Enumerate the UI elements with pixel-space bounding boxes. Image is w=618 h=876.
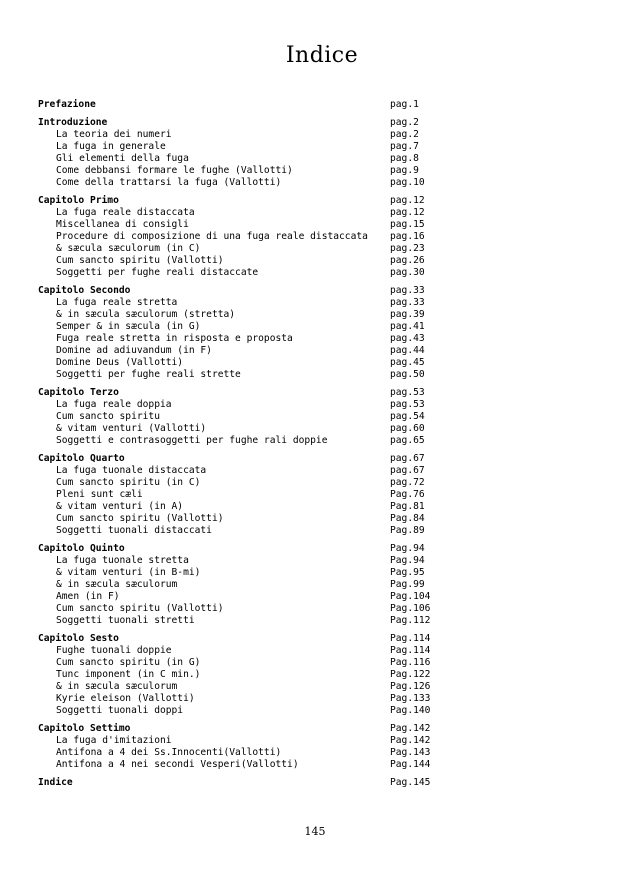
toc-entry-page: pag.54 [390, 411, 425, 422]
toc-entry-page: pag.50 [390, 369, 425, 380]
page-title: Indice [285, 43, 359, 68]
toc-heading [38, 99, 438, 111]
toc-entry-page: pag.60 [390, 423, 425, 434]
toc-heading-page: pag.33 [390, 285, 425, 296]
toc-entry-page: pag.26 [390, 255, 425, 266]
toc-entry-page: Pag.81 [390, 501, 425, 512]
toc-heading-page: pag.67 [390, 453, 425, 464]
toc-entry-title: & sæcula sæculorum (in C) [56, 243, 201, 254]
toc-entry [38, 309, 438, 321]
toc-entry-title: La fuga tuonale stretta [56, 555, 189, 566]
toc-entry-page: pag.30 [390, 267, 425, 278]
toc-entry-title: Kyrie eleison (Vallotti) [56, 693, 195, 704]
toc-heading [38, 543, 438, 555]
toc-section [38, 195, 438, 279]
toc-heading-title: Capitolo Primo [38, 195, 119, 206]
toc-entry [38, 231, 438, 243]
toc-heading-title: Indice [38, 777, 73, 788]
toc-entry [38, 705, 438, 717]
toc-entry [38, 513, 438, 525]
toc-entry-title: Soggetti tuonali stretti [56, 615, 195, 626]
toc-heading-page: pag.12 [390, 195, 425, 206]
toc-entry-page: pag.53 [390, 399, 425, 410]
toc-entry-title: Domine ad adiuvandum (in F) [56, 345, 212, 356]
toc-section [38, 777, 438, 789]
toc-entry-title: Gli elementi della fuga [56, 153, 189, 164]
toc-entry [38, 399, 438, 411]
toc-entry-title: La fuga reale distaccata [56, 207, 195, 218]
toc-entry-title: Soggetti per fughe reali distaccate [56, 267, 259, 278]
toc-heading-page: Pag.114 [390, 633, 431, 644]
toc-entry-title: La fuga d'imitazioni [56, 735, 172, 746]
toc-section [38, 99, 438, 111]
toc-entry-title: Cum sancto spiritu (in G) [56, 657, 201, 668]
toc-entry [38, 759, 438, 771]
toc-entry-page: Pag.99 [390, 579, 425, 590]
toc-entry-page: pag.41 [390, 321, 425, 332]
toc-heading-page: Pag.94 [390, 543, 425, 554]
toc-entry [38, 669, 438, 681]
toc-entry [38, 129, 438, 141]
toc-entry [38, 321, 438, 333]
toc-entry [38, 333, 438, 345]
toc-entry-title: La fuga tuonale distaccata [56, 465, 207, 476]
toc-entry-page: Pag.126 [390, 681, 431, 692]
toc-entry-title: Semper & in sæcula (in G) [56, 321, 201, 332]
toc-entry-page: Pag.112 [390, 615, 431, 626]
toc-entry-title: & in sæcula sæculorum [56, 681, 178, 692]
toc-entry-page: pag.67 [390, 465, 425, 476]
toc-entry-title: Cum sancto spiritu [56, 411, 160, 422]
toc-entry-page: Pag.106 [390, 603, 431, 614]
toc-entry-page: Pag.95 [390, 567, 425, 578]
toc-entry [38, 615, 438, 627]
toc-heading-title: Capitolo Quarto [38, 453, 125, 464]
toc-entry-title: Amen (in F) [56, 591, 120, 602]
toc-entry [38, 165, 438, 177]
toc-entry-page: pag.45 [390, 357, 425, 368]
toc-entry-page: pag.72 [390, 477, 425, 488]
toc-entry-page: pag.23 [390, 243, 425, 254]
toc-heading-page: pag.1 [390, 99, 419, 110]
toc-entry-title: & in sæcula sæculorum [56, 579, 178, 590]
toc-entry [38, 477, 438, 489]
toc-heading-page: pag.53 [390, 387, 425, 398]
toc-entry [38, 555, 438, 567]
toc-entry [38, 489, 438, 501]
toc-entry [38, 357, 438, 369]
toc-entry [38, 567, 438, 579]
toc-entry-title: & in sæcula sæculorum (stretta) [56, 309, 236, 320]
toc-heading-page: Pag.142 [390, 723, 431, 734]
toc-heading-title: Prefazione [38, 99, 96, 110]
toc-heading [38, 285, 438, 297]
toc-entry-title: Cum sancto spiritu (Vallotti) [56, 513, 224, 524]
toc-entry-title: Domine Deus (Vallotti) [56, 357, 184, 368]
toc-entry-page: pag.43 [390, 333, 425, 344]
toc-entry-page: Pag.116 [390, 657, 431, 668]
toc-section [38, 117, 438, 189]
toc-entry-title: Cum sancto spiritu (Vallotti) [56, 255, 224, 266]
toc-entry-title: & vitam venturi (Vallotti) [56, 423, 207, 434]
toc-section [38, 387, 438, 447]
toc-entry-title: & vitam venturi (in A) [56, 501, 184, 512]
toc-entry [38, 681, 438, 693]
toc-entry [38, 693, 438, 705]
toc-entry-page: pag.8 [390, 153, 419, 164]
toc-entry-page: Pag.143 [390, 747, 431, 758]
toc-entry-title: Antifona a 4 dei Ss.Innocenti(Vallotti) [56, 747, 282, 758]
toc-section [38, 285, 438, 381]
toc-section [38, 543, 438, 627]
toc-heading [38, 195, 438, 207]
toc-entry [38, 603, 438, 615]
toc-entry [38, 657, 438, 669]
toc-entry-page: pag.2 [390, 129, 419, 140]
toc-entry [38, 735, 438, 747]
toc-heading-page: Pag.145 [390, 777, 431, 788]
toc-entry [38, 153, 438, 165]
toc-entry-title: Fuga reale stretta in risposta e proposta [56, 333, 293, 344]
toc-entry-page: Pag.140 [390, 705, 431, 716]
toc-entry-title: Cum sancto spiritu (in C) [56, 477, 201, 488]
toc-entry-title: La fuga reale doppia [56, 399, 172, 410]
toc-section [38, 723, 438, 771]
toc-entry-page: pag.16 [390, 231, 425, 242]
toc-entry [38, 177, 438, 189]
toc-entry-page: Pag.114 [390, 645, 431, 656]
toc-entry-page: Pag.122 [390, 669, 431, 680]
toc-entry [38, 591, 438, 603]
toc-entry-title: Cum sancto spiritu (Vallotti) [56, 603, 224, 614]
toc-entry-title: La fuga in generale [56, 141, 166, 152]
toc-entry [38, 255, 438, 267]
toc-entry-title: Antifona a 4 nei secondi Vesperi(Vallotti) [56, 759, 299, 770]
toc-heading-title: Capitolo Secondo [38, 285, 131, 296]
toc-entry-title: Miscellanea di consigli [56, 219, 189, 230]
toc-entry [38, 423, 438, 435]
toc-heading-title: Capitolo Quinto [38, 543, 125, 554]
toc-heading-page: pag.2 [390, 117, 419, 128]
toc-entry-page: Pag.144 [390, 759, 431, 770]
toc-entry [38, 435, 438, 447]
table-of-contents [38, 99, 438, 795]
toc-entry-title: La teoria dei numeri [56, 129, 172, 140]
toc-entry-page: Pag.76 [390, 489, 425, 500]
toc-heading [38, 453, 438, 465]
toc-entry-title: Pleni sunt cæli [56, 489, 143, 500]
toc-heading-title: Introduzione [38, 117, 108, 128]
toc-entry [38, 747, 438, 759]
toc-entry [38, 243, 438, 255]
toc-entry-title: Come della trattarsi la fuga (Vallotti) [56, 177, 282, 188]
toc-entry-page: pag.9 [390, 165, 419, 176]
toc-entry-title: Come debbansi formare le fughe (Vallotti) [56, 165, 293, 176]
toc-entry-title: Procedure di composizione di una fuga reale distaccata [56, 231, 368, 242]
toc-entry-page: Pag.142 [390, 735, 431, 746]
toc-entry [38, 267, 438, 279]
toc-entry-title: Soggetti tuonali distaccati [56, 525, 212, 536]
toc-heading [38, 723, 438, 735]
toc-entry-page: pag.12 [390, 207, 425, 218]
toc-heading [38, 777, 438, 789]
toc-section [38, 633, 438, 717]
toc-entry [38, 525, 438, 537]
toc-entry-page: pag.44 [390, 345, 425, 356]
toc-entry [38, 465, 438, 477]
toc-entry [38, 579, 438, 591]
toc-entry [38, 345, 438, 357]
toc-entry [38, 141, 438, 153]
toc-entry-page: pag.7 [390, 141, 419, 152]
toc-section [38, 453, 438, 537]
toc-heading [38, 387, 438, 399]
toc-entry-page: pag.65 [390, 435, 425, 446]
toc-entry-title: La fuga reale stretta [56, 297, 178, 308]
toc-entry-page: pag.39 [390, 309, 425, 320]
toc-entry-title: Soggetti e contrasoggetti per fughe rali doppie [56, 435, 328, 446]
toc-heading [38, 633, 438, 645]
toc-entry [38, 411, 438, 423]
toc-heading-title: Capitolo Terzo [38, 387, 119, 398]
toc-entry-page: Pag.94 [390, 555, 425, 566]
toc-entry-page: Pag.89 [390, 525, 425, 536]
toc-entry-title: Soggetti per fughe reali strette [56, 369, 241, 380]
toc-heading-title: Capitolo Settimo [38, 723, 131, 734]
toc-entry-title: Fughe tuonali doppie [56, 645, 172, 656]
toc-entry [38, 369, 438, 381]
toc-entry [38, 219, 438, 231]
toc-entry-page: pag.15 [390, 219, 425, 230]
toc-entry-page: Pag.84 [390, 513, 425, 524]
toc-entry-page: Pag.104 [390, 591, 431, 602]
toc-entry [38, 207, 438, 219]
toc-entry-title: Soggetti tuonali doppi [56, 705, 184, 716]
page-number: 145 [304, 825, 326, 838]
toc-entry [38, 645, 438, 657]
toc-entry-page: pag.33 [390, 297, 425, 308]
toc-entry [38, 297, 438, 309]
toc-entry-title: & vitam venturi (in B-mi) [56, 567, 201, 578]
toc-entry-page: pag.10 [390, 177, 425, 188]
toc-entry-title: Tunc imponent (in C min.) [56, 669, 201, 680]
toc-heading-title: Capitolo Sesto [38, 633, 119, 644]
toc-entry-page: Pag.133 [390, 693, 431, 704]
toc-entry [38, 501, 438, 513]
toc-heading [38, 117, 438, 129]
